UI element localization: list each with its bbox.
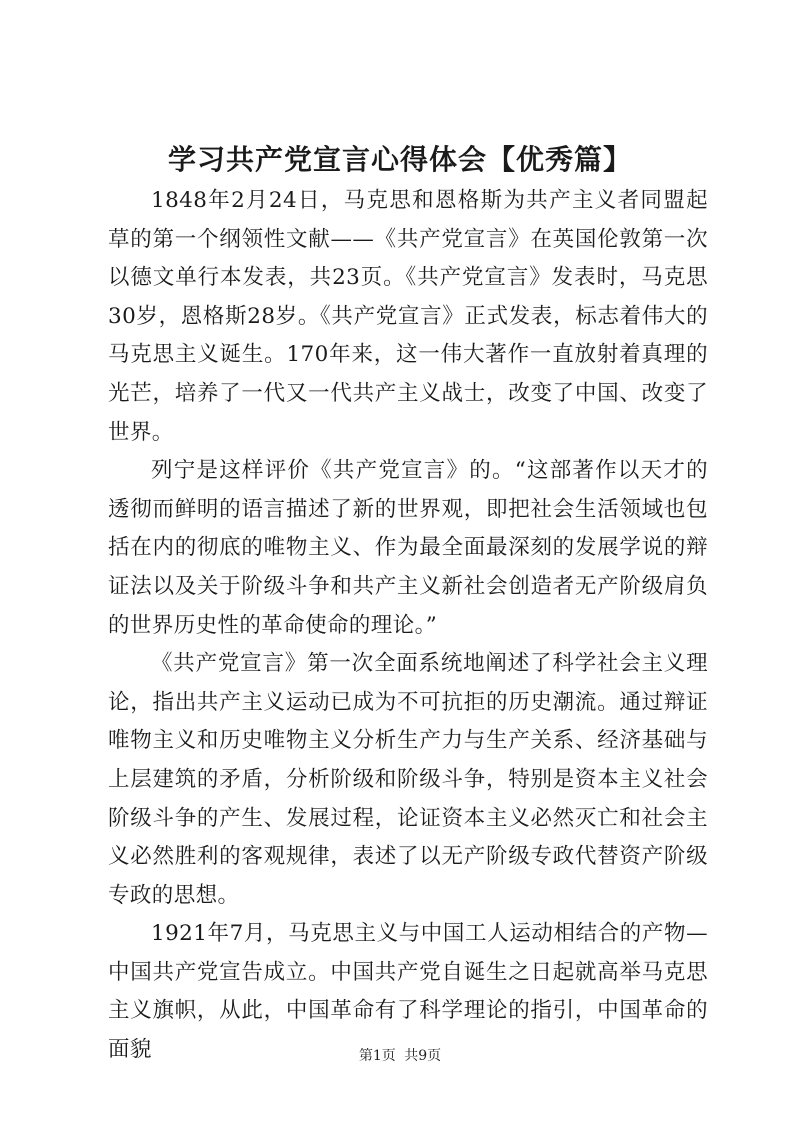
paragraph-2: 列宁是这样评价《共产党宣言》的。“这部著作以天才的透彻而鲜明的语言描述了新的世界观，即把社会生活领域也包括在内的彻底的唯物主义、作为最全面最深刻的发展学说的辩证法以及关于阶级斗争和共产主义新社会创造者无产阶级肩负的世界历史性的革命使命的理论。” [108,458,708,638]
document-title: 学习共产党宣言心得体会【优秀篇】 [167,143,632,176]
page-number: 第1页 [358,1048,396,1064]
document-body [108,182,708,1070]
page-total: 共9页 [404,1048,442,1064]
paragraph-1: 1848年2月24日，马克思和恩格斯为共产主义者同盟起草的第一个纲领性文献——《共产党宣言》在英国伦敦第一次以德文单行本发表，共23页。《共产党宣言》发表时，马克思30岁，恩格斯28岁。《共产党宣言》正式发表，标志着伟大的马克思主义诞生。170年来，这一伟大著作一直放射着真理的光芒，培养了一代又一代共产主义战士，改变了中国、改变了世界。 [108,188,708,445]
paragraph-3: 《共产党宣言》第一次全面系统地阐述了科学社会主义理论，指出共产主义运动已成为不可抗拒的历史潮流。通过辩证唯物主义和历史唯物主义分析生产力与生产关系、经济基础与上层建筑的矛盾，分析阶级和阶级斗争，特别是资本主义社会阶级斗争的产生、发展过程，论证资本主义必然灭亡和社会主义必然胜利的客观规律，表述了以无产阶级专政代替资产阶级专政的思想。 [108,651,708,908]
paragraph-4: 1921年7月，马克思主义与中国工人运动相结合的产物—中国共产党宣告成立。中国共产党自诞生之日起就高举马克思主义旗帜，从此，中国革命有了科学理论的指引，中国革命的面貌 [108,921,708,1063]
page-footer [0,1046,800,1066]
